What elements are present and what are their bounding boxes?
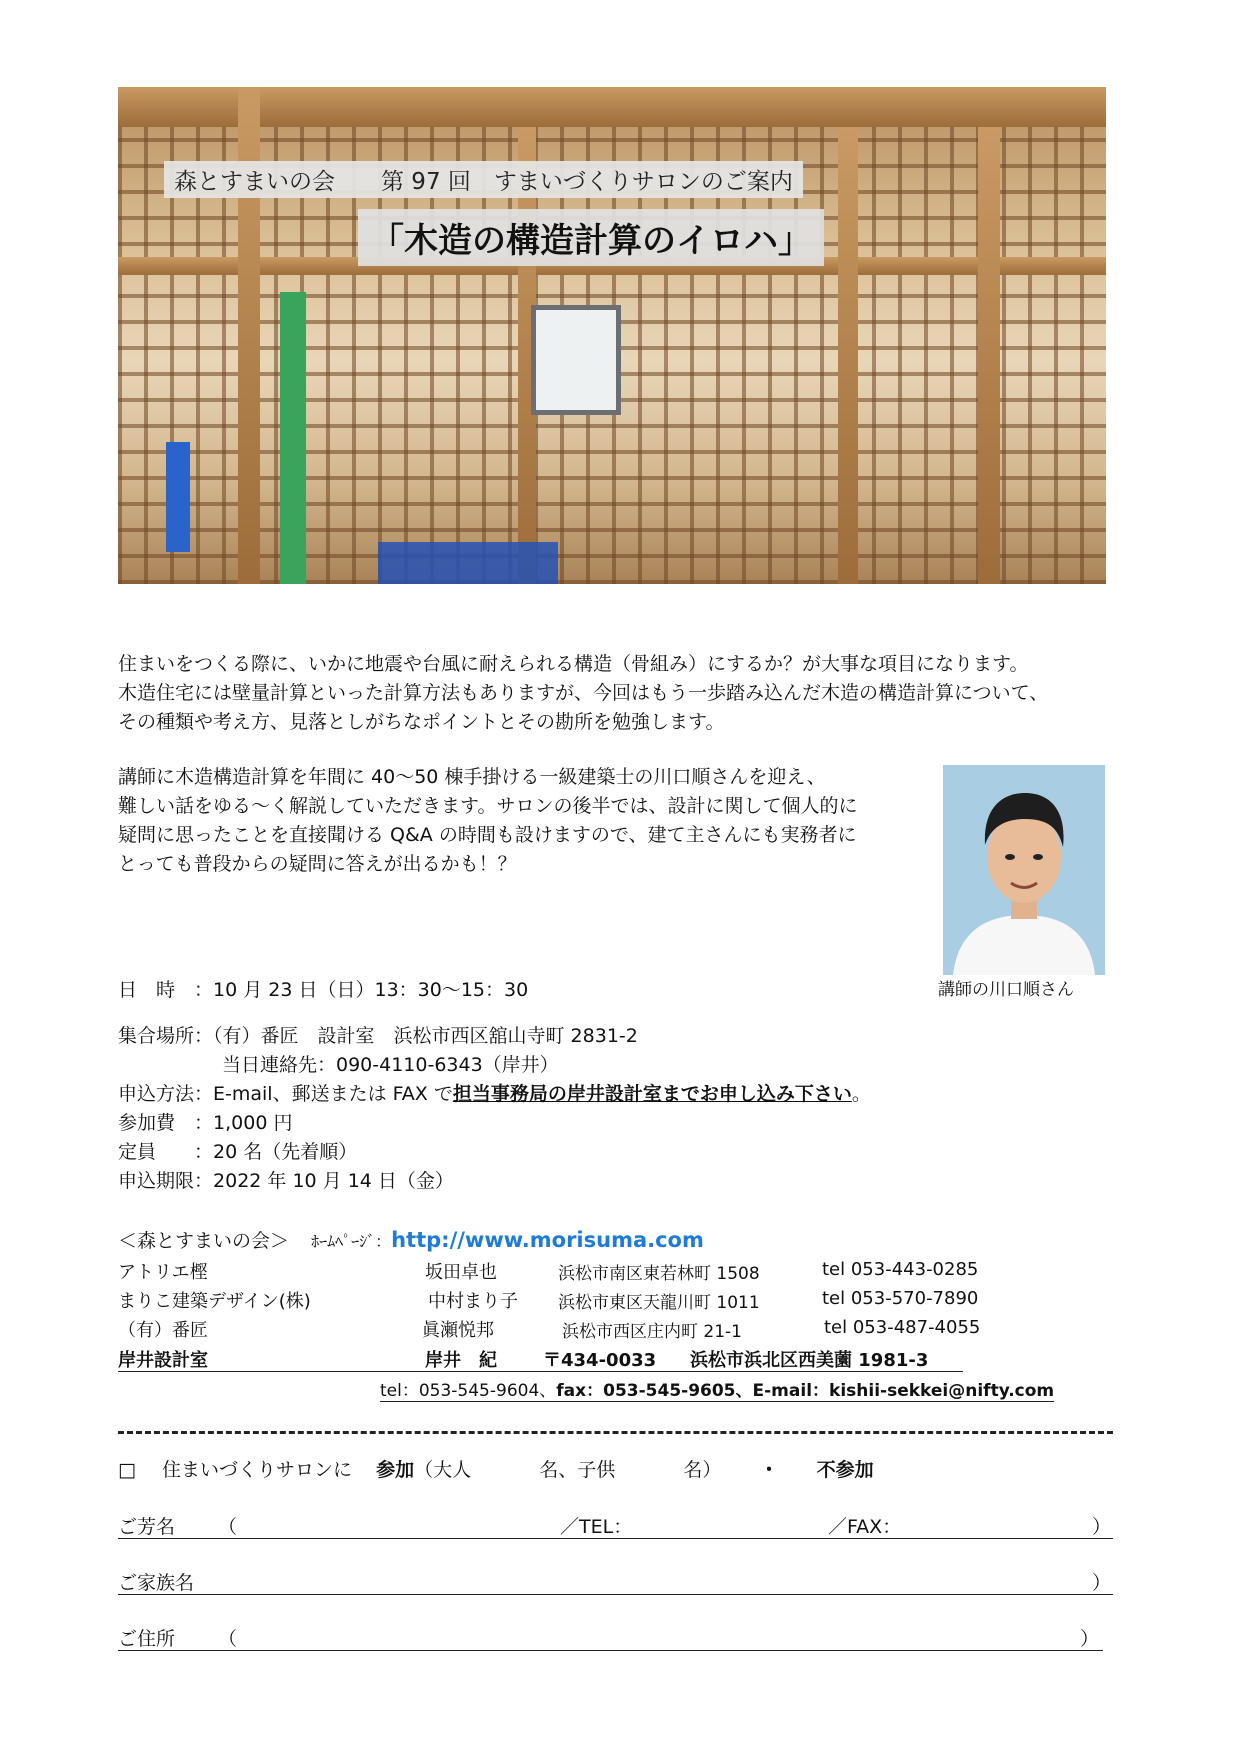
- address-input-line[interactable]: [118, 1650, 1103, 1651]
- salon-title: 「木造の構造計算のイロハ」: [358, 209, 824, 266]
- datetime-row: [118, 975, 528, 1002]
- office-person: 岸井 紀: [425, 1350, 497, 1371]
- org-header: [118, 1226, 704, 1253]
- fee-row: [118, 1108, 292, 1135]
- venue-label: 集合場所：: [118, 1025, 214, 1047]
- office-company: 岸井設計室: [118, 1350, 208, 1371]
- office-postal: 〒434-0033: [543, 1350, 657, 1371]
- intro-line: 住まいをつくる際に、いかに地震や台風に耐えられる構造（骨組み）にするか？が大事な項目になります。: [118, 653, 1029, 675]
- member-person: 坂田卓也: [425, 1262, 497, 1283]
- apply-row: [118, 1079, 871, 1106]
- member-tel: tel 053-487-4055: [824, 1317, 981, 1338]
- apply-label: 申込方法：: [118, 1083, 214, 1105]
- group-label: ＜森とすまいの会＞: [118, 1230, 290, 1252]
- office-row: [118, 1346, 963, 1372]
- family-input-line[interactable]: [118, 1594, 1113, 1595]
- member-row: [118, 1258, 208, 1284]
- member-company: アトリエ樫: [118, 1262, 208, 1283]
- office-fax: fax：053-545-9605、: [556, 1381, 753, 1401]
- capacity-label: 定員 ：: [118, 1141, 214, 1163]
- member-person: 眞瀬悦邦: [422, 1320, 494, 1341]
- salon-label: 住まいづくりサロンに: [162, 1459, 353, 1481]
- not-attend-label: 不参加: [816, 1459, 874, 1481]
- member-tel: tel 053-443-0285: [822, 1259, 979, 1280]
- lecturer-line: 難しい話をゆる～く解説していただきます。サロンの後半では、設計に関して個人的に: [118, 795, 858, 817]
- name-input-line[interactable]: [118, 1538, 1113, 1539]
- window: [531, 305, 621, 415]
- intro-line: 木造住宅には壁量計算といった計算方法もありますが、今回はもう一歩踏み込んだ木造の構造計算について、: [118, 682, 1049, 704]
- deadline-row: [118, 1166, 454, 1193]
- venue-value: （有）番匠 設計室 浜松市西区舘山寺町 2831-2: [213, 1025, 638, 1047]
- tel-label: ／TEL：: [560, 1516, 633, 1538]
- person-portrait-icon: [943, 765, 1105, 975]
- member-company: まりこ建築デザイン(株): [118, 1291, 311, 1312]
- portrait-caption: 講師の川口順さん: [938, 980, 1074, 1000]
- apply-end: 。: [851, 1083, 871, 1105]
- close-label: 名）: [683, 1459, 722, 1481]
- cut-line: [118, 1431, 1113, 1434]
- fee-value: 1,000 円: [213, 1112, 293, 1134]
- lecturer-line: とっても普段からの疑問に答えが出るかも！？: [118, 853, 517, 875]
- green-post: [280, 292, 306, 584]
- salon-subtitle: 森とすまいの会 第 97 回 すまいづくりサロンのご案内: [164, 161, 803, 198]
- blue-tarp-floor: [378, 542, 558, 584]
- family-close-paren: ）: [1092, 1572, 1112, 1594]
- office-tel: tel：053-545-9604、: [380, 1381, 557, 1401]
- intro-paragraph: [118, 650, 1048, 737]
- name-label: ご芳名: [118, 1516, 176, 1538]
- attend-label: 参加: [376, 1459, 415, 1481]
- children-label: 名、子供: [539, 1459, 616, 1481]
- apply-value: E-mail、郵送または FAX で: [213, 1083, 453, 1105]
- deadline-label: 申込期限：: [118, 1170, 214, 1192]
- lecturer-line: 疑問に思ったことを直接聞ける Q&A の時間も設けますので、建て主さんにも実務者に: [118, 824, 857, 846]
- contact-row: 当日連絡先：090-4110-6343（岸井）: [222, 1054, 559, 1076]
- apply-emphasis: 担当事務局の岸井設計室までお申し込み下さい: [452, 1083, 852, 1105]
- lecturer-portrait: [943, 765, 1105, 975]
- member-address: 浜松市南区東若林町 1508: [558, 1264, 760, 1284]
- hero-photo: [118, 87, 1106, 584]
- homepage-label: ﾎｰﾑﾍﾟｰｼﾞ：: [311, 1232, 392, 1251]
- member-address: 浜松市東区天龍川町 1011: [558, 1293, 760, 1313]
- homepage-link[interactable]: http://www.morisuma.com: [391, 1228, 704, 1252]
- fee-label: 参加費 ：: [118, 1112, 214, 1134]
- name-open-paren: （: [218, 1516, 238, 1538]
- capacity-value: 20 名（先着順）: [213, 1141, 358, 1163]
- lecturer-line: 講師に木造構造計算を年間に 40～50 棟手掛ける一級建築士の川口順さんを迎え、: [118, 766, 826, 788]
- attendance-row: [118, 1455, 874, 1482]
- office-contact: [380, 1376, 1054, 1402]
- attend-checkbox[interactable]: □: [118, 1459, 136, 1481]
- fax-label: ／FAX：: [828, 1516, 902, 1538]
- deadline-value: 2022 年 10 月 14 日（金）: [213, 1170, 454, 1192]
- address-close-paren: ）: [1080, 1628, 1100, 1650]
- member-address: 浜松市西区庄内町 21-1: [562, 1322, 742, 1342]
- capacity-row: [118, 1137, 357, 1164]
- lecturer-paragraph: [118, 763, 857, 879]
- venue-row: [118, 1021, 638, 1048]
- member-tel: tel 053-570-7890: [822, 1288, 979, 1309]
- member-person: 中村まり子: [428, 1291, 518, 1312]
- blue-tarp: [166, 442, 190, 552]
- office-email: E-mail：kishii-sekkei@nifty.com: [752, 1381, 1055, 1401]
- datetime-label: 日 時 ：: [118, 979, 214, 1001]
- separator-dot: ・: [759, 1459, 779, 1481]
- datetime-value: 10 月 23 日（日）13：30～15：30: [213, 979, 529, 1001]
- address-open-paren: （: [218, 1628, 238, 1650]
- intro-line: その種類や考え方、見落としがちなポイントとその勘所を勉強します。: [118, 711, 725, 733]
- family-label: ご家族名: [118, 1572, 195, 1594]
- office-address: 浜松市浜北区西美薗 1981-3: [690, 1350, 929, 1371]
- adults-label: （大人: [414, 1459, 472, 1481]
- address-label: ご住所: [118, 1628, 176, 1650]
- name-close-paren: ）: [1092, 1516, 1112, 1538]
- member-company: （有）番匠: [118, 1320, 208, 1341]
